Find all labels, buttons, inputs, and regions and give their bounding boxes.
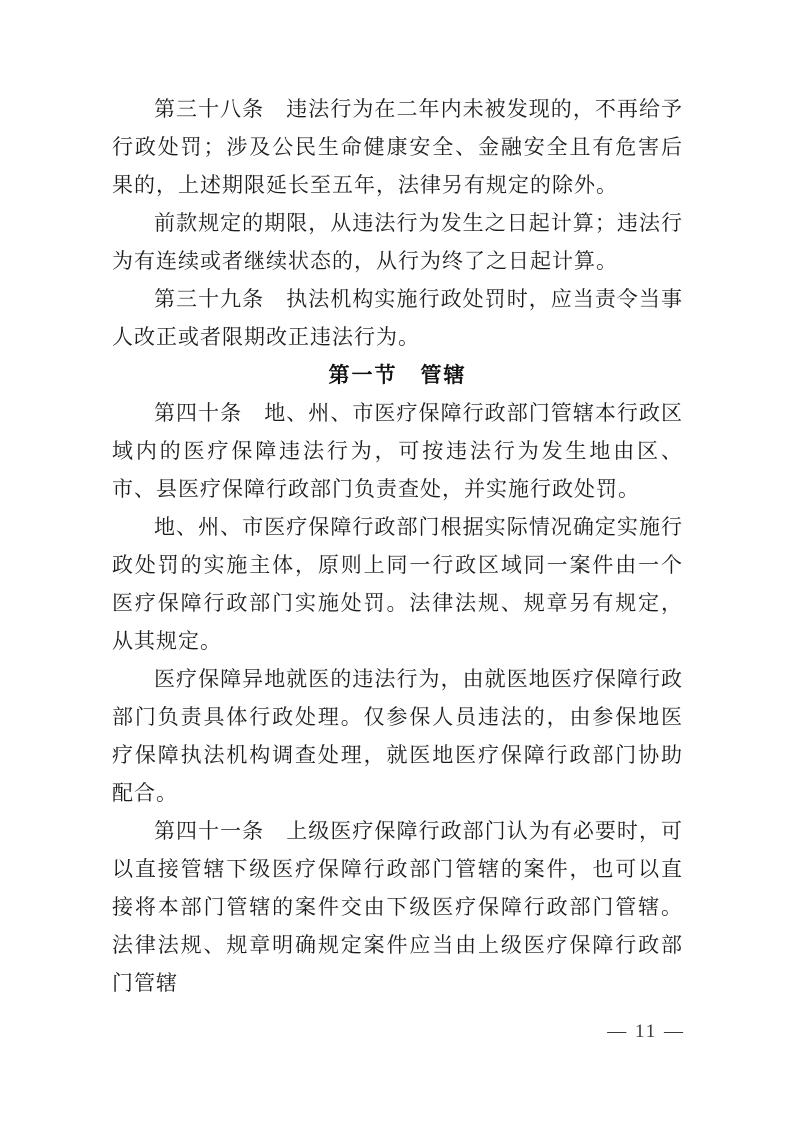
body-text [112, 90, 683, 1002]
article-38-paragraph: 第三十八条 违法行为在二年内未被发现的，不再给予行政处罚；涉及公民生命健康安全、金融安全且有危害后果的，上述期限延长至五年，法律另有规定的除外。 [112, 97, 683, 197]
page-number: — 11 — [607, 1021, 685, 1042]
article-41-paragraph: 第四十一条 上级医疗保障行政部门认为有必要时，可以直接管辖下级医疗保障行政部门管辖的案件，也可以直接将本部门管辖的案件交由下级医疗保障行政部门管辖。法律法规、规章明确规定案件应当由上级医疗保障行政部门管辖 [112, 819, 683, 995]
article-40-paragraph: 第四十条 地、州、市医疗保障行政部门管辖本行政区域内的医疗保障违法行为，可按违法行为发生地由区、市、县医疗保障行政部门负责查处，并实施行政处罚。 [112, 401, 683, 501]
limitation-period-paragraph: 前款规定的期限，从违法行为发生之日起计算；违法行为有连续或者继续状态的，从行为终了之日起计算。 [112, 211, 683, 273]
section-1-heading: 第一节 管辖 [328, 363, 467, 387]
remote-medical-treatment-paragraph: 医疗保障异地就医的违法行为，由就医地医疗保障行政部门负责具体行政处理。仅参保人员违法的，由参保地医疗保障执法机构调查处理，就医地医疗保障行政部门协助配合。 [112, 667, 683, 805]
article-39-paragraph: 第三十九条 执法机构实施行政处罚时，应当责令当事人改正或者限期改正违法行为。 [112, 287, 683, 349]
jurisdiction-determination-paragraph: 地、州、市医疗保障行政部门根据实际情况确定实施行政处罚的实施主体，原则上同一行政区域同一案件由一个医疗保障行政部门实施处罚。法律法规、规章另有规定，从其规定。 [112, 515, 683, 653]
